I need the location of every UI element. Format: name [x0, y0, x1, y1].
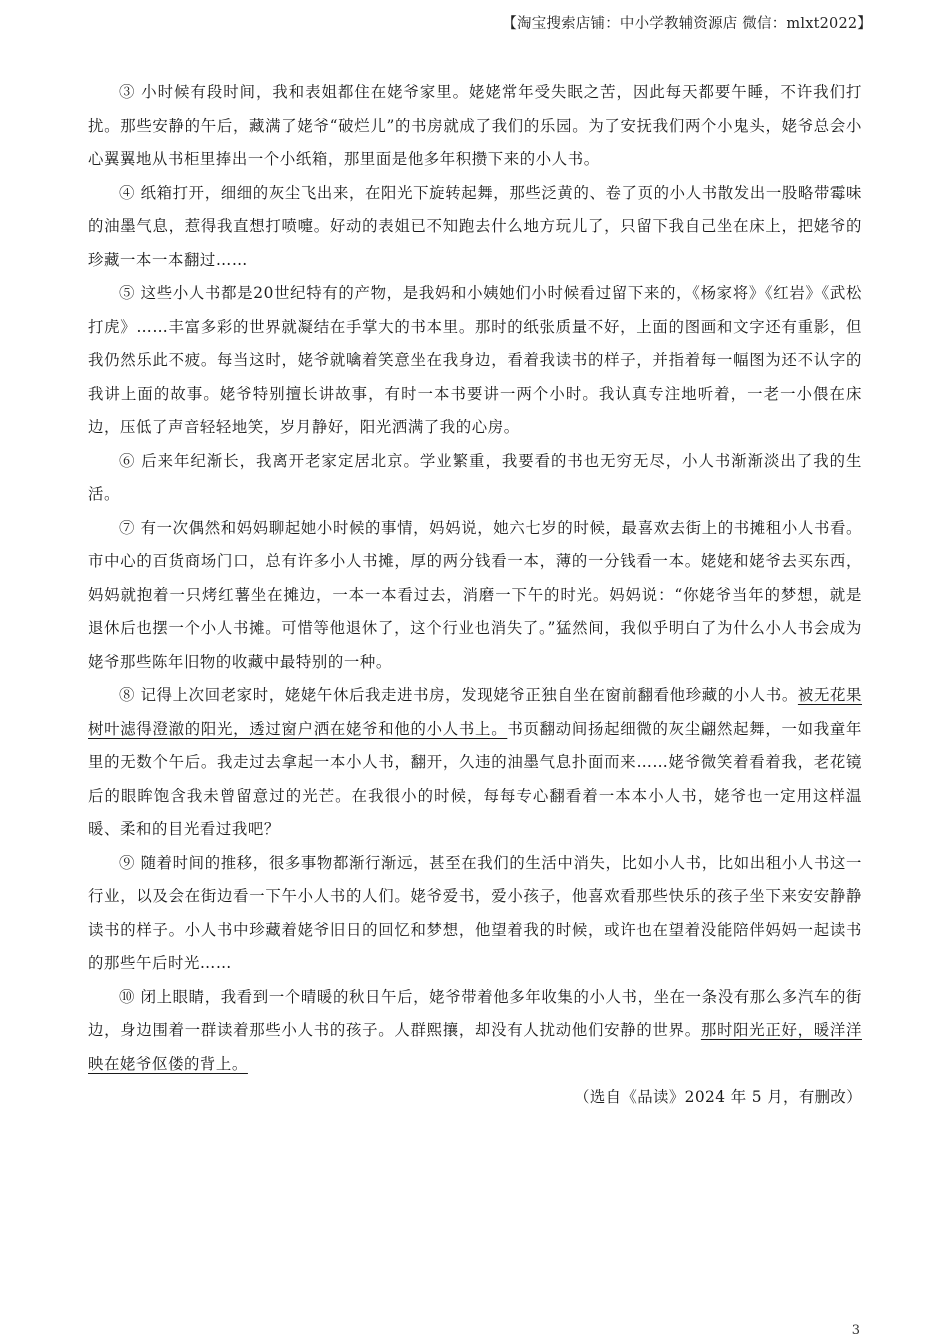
paragraph-8-underlined-sentence: 被无花果树叶滤得澄澈的阳光，透过窗户洒在姥爷和他的小人书上。 [88, 686, 862, 738]
paragraph-7: ⑦ 有一次偶然和妈妈聊起她小时候的事情，妈妈说，她六七岁的时候，最喜欢去街上的书摊租小人书看。市中心的百货商场门口，总有许多小人书摊，厚的两分钱看一本，薄的一分钱看一本。姥姥和姥爷去买东西，妈妈就抱着一只烤红薯坐在摊边，一本一本看过去，消磨一下午的时光。妈妈说：“你姥爷当年的梦想，就是退休后也摆一个小人书摊。可惜等他退休了，这个行业也消失了。”猛然间，我似乎明白了为什么小人书会成为姥爷那些陈年旧物的收藏中最特别的一种。 [88, 518, 862, 671]
paragraph-8-text-before: ⑧ 记得上次回老家时，姥姥午休后我走进书房，发现姥爷正独自坐在窗前翻看他珍藏的小人书。 [119, 686, 798, 704]
paragraph-3: ③ 小时候有段时间，我和表姐都住在姥爷家里。姥姥常年受失眠之苦，因此每天都要午睡，不许我们打扰。那些安静的午后，藏满了姥爷“破烂儿”的书房就成了我们的乐园。为了安抚我们两个小鬼头，姥爷总会小心翼翼地从书柜里捧出一个小纸箱，那里面是他多年积攒下来的小人书。 [88, 83, 862, 168]
paragraph-8-text-after: 书页翻动间扬起细微的灰尘翩然起舞，一如我童年里的无数个午后。我走过去拿起一本小人书，翻开，久违的油墨气息扑面而来……姥爷微笑着看着我，老花镜后的眼眸饱含我未曾留意过的光芒。在我很小的时候，每每专心翻看着一本本小人书，姥爷也一定用这样温暖、柔和的目光看过我吧？ [88, 719, 862, 838]
paragraph-9: ⑨ 随着时间的推移，很多事物都渐行渐远，甚至在我们的生活中消失，比如小人书，比如出租小人书这一行业，以及会在街边看一下午小人书的人们。姥爷爱书，爱小孩子，他喜欢看那些快乐的孩子坐下来安安静静读书的样子。小人书中珍藏着姥爷旧日的回忆和梦想，他望着我的时候，或许也在望着没能陪伴妈妈一起读书的那些午后时光…… [88, 853, 862, 972]
paragraph-6: ⑥ 后来年纪渐长，我离开老家定居北京。学业繁重，我要看的书也无穷无尽，小人书渐渐淡出了我的生活。 [88, 451, 862, 503]
paragraph-4: ④ 纸箱打开，细细的灰尘飞出来，在阳光下旋转起舞，那些泛黄的、卷了页的小人书散发出一股略带霉味的油墨气息，惹得我直想打喷嚏。好动的表姐已不知跑去什么地方玩儿了，只留下我自己坐在床上，把姥爷的珍藏一本一本翻过…… [88, 183, 862, 269]
paragraph-10-text-before: ⑩ 闭上眼睛，我看到一个晴暖的秋日午后，姥爷带着他多年收集的小人书，坐在一条没有那么多汽车的街边，身边围着一群读着那些小人书的孩子。人群熙攘，却没有人扰动他们安静的世界。 [88, 987, 862, 1039]
paragraph-10-underlined-sentence: 那时阳光正好，暖洋洋映在姥爷伛偻的背上。 [88, 1021, 862, 1073]
article-body [88, 76, 862, 1115]
page-number: 3 [851, 1323, 860, 1338]
source-citation: （选自《品读》2024 年 5 月，有删改） [574, 1088, 862, 1106]
paragraph-5: ⑤ 这些小人书都是20世纪特有的产物，是我妈和小姨她们小时候看过留下来的，《杨家将》《红岩》《武松打虎》……丰富多彩的世界就凝结在手掌大的书本里。那时的纸张质量不好，上面的图画和文字还有重影，但我仍然乐此不疲。每当这时，姥爷就噙着笑意坐在我身边，看着我读书的样子，并指着每一幅图为还不认字的我讲上面的故事。姥爷特别擅长讲故事，有时一本书要讲一两个小时。我认真专注地听着，一老一小偎在床边，压低了声音轻轻地笑，岁月静好，阳光洒满了我的心房。 [88, 284, 862, 436]
header-note: 【淘宝搜索店铺：中小学教辅资源店 微信：mlxt2022】 [502, 16, 872, 32]
paragraph-8 [88, 679, 862, 847]
paragraph-10 [88, 981, 862, 1082]
